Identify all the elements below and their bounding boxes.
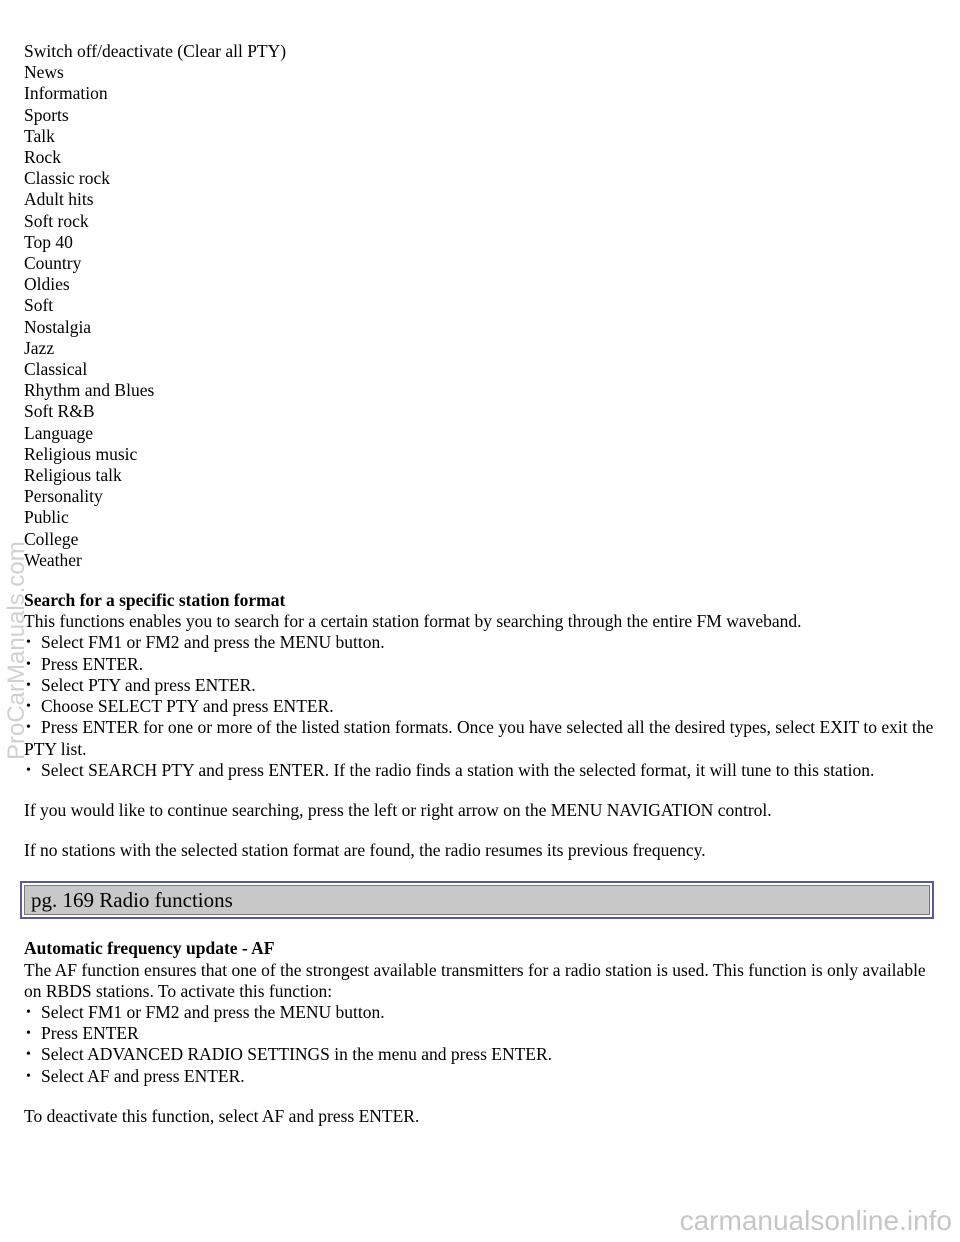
af-intro: The AF function ensures that one of the strongest available transmitters for a radio station is used. This function is only available on RBDS stations. To activate this function: — [24, 959, 926, 1001]
pty-item: Rhythm and Blues — [24, 380, 155, 401]
af-deactivate-note: To deactivate this function, select AF and press ENTER. — [24, 1105, 420, 1126]
pty-item: Jazz — [24, 337, 55, 358]
page-section-bar — [20, 881, 934, 919]
search-step: • Select PTY and press ENTER. — [24, 675, 936, 696]
search-intro: This functions enables you to search for a certain station format by searching through the entire FM waveband. — [24, 611, 802, 632]
pty-item: Talk — [24, 125, 55, 146]
af-heading: Automatic frequency update - AF — [24, 938, 275, 959]
pty-item: Adult hits — [24, 189, 94, 210]
pty-item: Weather — [24, 549, 82, 570]
pty-item: Switch off/deactivate (Clear all PTY) — [24, 41, 287, 61]
side-watermark: ProCarManuals.com — [3, 541, 30, 760]
pty-item: Soft rock — [24, 210, 89, 231]
continue-search-note: If you would like to continue searching, press the left or right arrow on the MENU NAVIGATION control. — [24, 799, 772, 820]
pty-item: News — [24, 62, 64, 83]
page-section-title: pg. 169 Radio functions — [24, 885, 930, 915]
af-step: • Select FM1 or FM2 and press the MENU button. — [24, 1002, 936, 1023]
af-section — [24, 938, 936, 1002]
af-step: • Press ENTER — [24, 1023, 936, 1044]
search-section — [24, 590, 936, 632]
pty-item: Sports — [24, 104, 69, 125]
pty-item: Classic rock — [24, 168, 111, 189]
pty-item: Religious talk — [24, 465, 122, 486]
pty-item: Nostalgia — [24, 316, 92, 337]
search-step: • Press ENTER for one or more of the listed station formats. Once you have selected all the desired types, select EXIT to exit the PTY list. — [24, 717, 936, 759]
af-steps — [24, 1002, 936, 1087]
search-step: • Press ENTER. — [24, 654, 936, 675]
pty-item: Information — [24, 83, 108, 104]
search-step: • Choose SELECT PTY and press ENTER. — [24, 696, 936, 717]
pty-item: Personality — [24, 486, 103, 507]
pty-item: Soft R&B — [24, 401, 95, 422]
footer-watermark: carmanualsonline.info — [679, 1205, 952, 1236]
pty-item: College — [24, 528, 79, 549]
not-found-note: If no stations with the selected station format are found, the radio resumes its previous frequency. — [24, 840, 706, 861]
pty-item: Country — [24, 253, 82, 274]
pty-item: Language — [24, 422, 93, 443]
af-step: • Select ADVANCED RADIO SETTINGS in the menu and press ENTER. — [24, 1044, 936, 1065]
search-step: • Select FM1 or FM2 and press the MENU button. — [24, 632, 936, 653]
pty-item: Classical — [24, 359, 88, 380]
pty-item: Oldies — [24, 274, 70, 295]
search-heading: Search for a specific station format — [24, 590, 286, 611]
search-steps — [24, 632, 936, 780]
pty-item: Top 40 — [24, 231, 73, 252]
pty-item: Rock — [24, 147, 61, 168]
search-step: • Select SEARCH PTY and press ENTER. If the radio finds a station with the selected format, it will tune to this station. — [24, 760, 936, 781]
manual-page — [24, 41, 936, 1127]
pty-item: Public — [24, 507, 69, 528]
pty-item: Religious music — [24, 443, 138, 464]
af-step: • Select AF and press ENTER. — [24, 1066, 936, 1087]
pty-item: Soft — [24, 295, 54, 316]
pty-format-list — [24, 41, 936, 571]
